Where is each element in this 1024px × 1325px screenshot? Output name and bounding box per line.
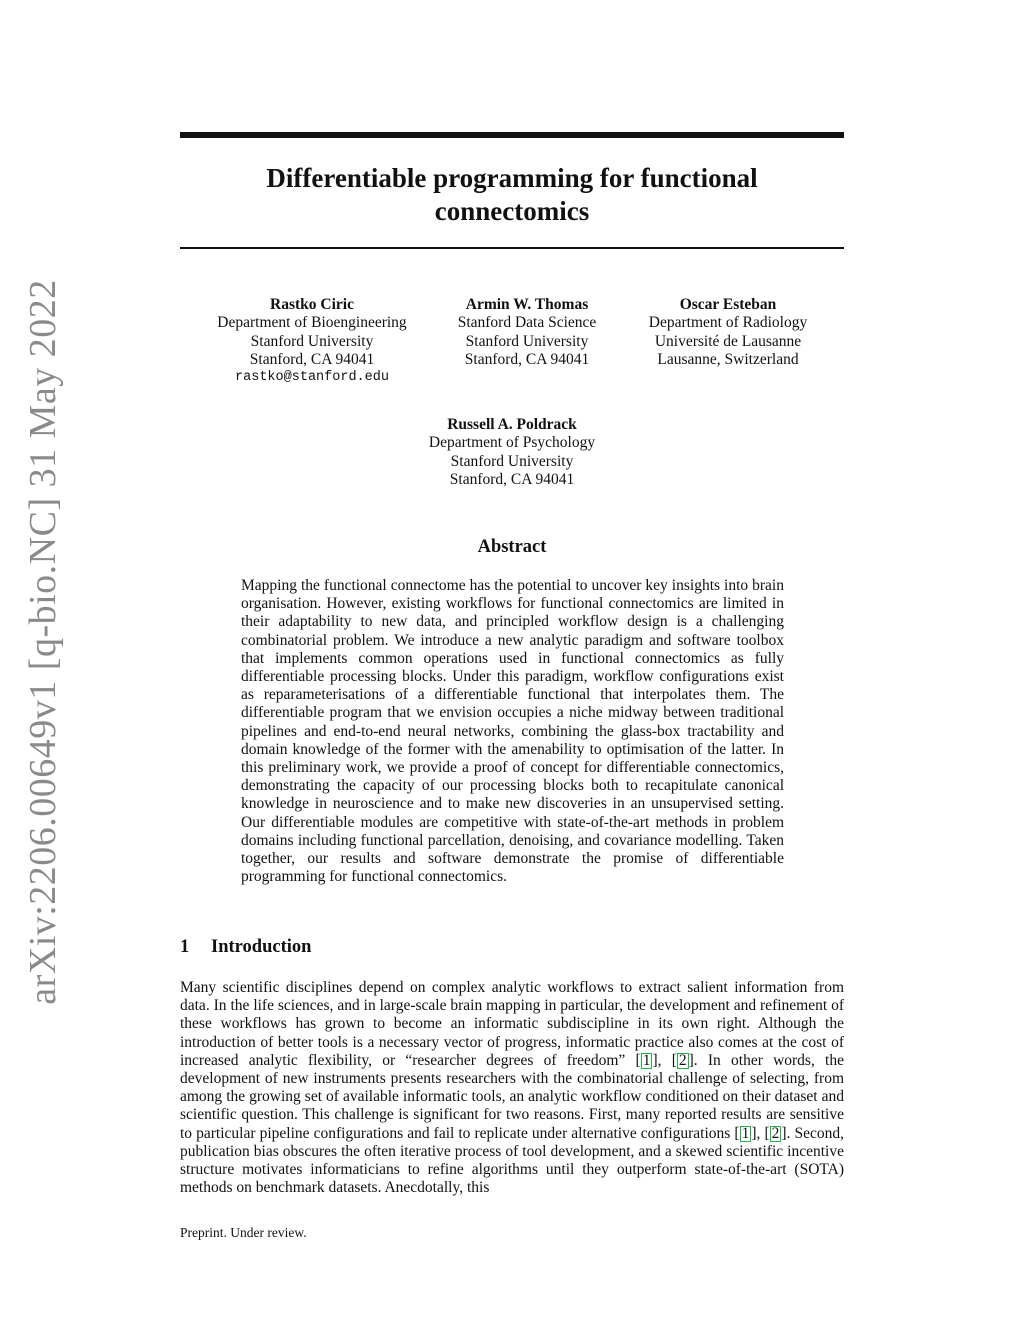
arxiv-identifier: arXiv:2206.00649v1 [q-bio.NC] 31 May 2022 [22,279,64,1005]
author-affiliation: Department of Bioengineering [217,314,407,332]
intro-text-part: . In other words, the development of new instruments presents researchers with the combinatorial challenge of selecting, from among the growing set of available informatic tools, an analytic workflow conditioned on their dataset and scientific question. This challenge is significant for two reasons. First, many reported results are sensitive to particular pipeline configurations and fail to replicate under alternative configurations [180,1051,844,1142]
citation-bracket-close: ] [688,1051,694,1069]
abstract-heading: Abstract [477,537,547,557]
section-heading [180,937,311,958]
intro-text-part: . Second, publication bias obscures the often iterative process of tool development, and a skewed scientific incentive structure motivates informaticians to refine algorithms until they outperform state-of-the-art (SOTA) methods on benchmark datasets. Anecdotally, this [180,1124,844,1197]
author-block [412,296,642,369]
title-top-rule [180,132,844,138]
page-footer: Preprint. Under review. [180,1225,307,1240]
author-affiliation: Stanford, CA 94041 [249,350,375,368]
citation-separator: , [657,1051,672,1069]
citation-link[interactable]: 2 [678,1051,687,1069]
citation-link[interactable]: 1 [741,1124,750,1142]
author-block [613,296,843,369]
author-affiliation: Department of Psychology [428,434,596,452]
abstract-text: Mapping the functional connectome has the potential to uncover key insights into brain organisation. However, existing workflows for functional connectomics are limited in their adaptability to new data, and principled workflow design is a challenging combinatorial problem. We introduce a new analytic paradigm and software toolbox that implements common operations used in functional connectomics as fully differentiable processing blocks. Under this paradigm, workflow configurations exist as reparameterisations of a differentiable functional that interpolates them. The differentiable program that we envision occupies a niche midway between traditional pipelines and end-to-end neural networks, combining the glass-box tractability and domain knowledge of the former with the amenability to optimisation of the latter. In this preliminary work, we provide a proof of concept for differentiable connectomics, demonstrating the capacity of our processing blocks both to recapitulate canonical knowledge in neuroscience and to make new discoveries in an unsupervised setting. Our differentiable modules are competitive with state-of-the-art methods in problem domains including functional parcellation, denoising, and covariance modelling. Taken together, our results and software demonstrate the promise of differentiable programming for functional connectomics. [241,577,784,886]
author-affiliation: Stanford University [465,332,589,350]
title-bottom-rule [180,247,844,249]
paper-title [180,162,844,228]
author-name: Russell A. Poldrack [447,416,577,433]
citation-link[interactable]: 2 [771,1124,780,1142]
introduction-text [180,979,844,1197]
citation-bracket-close: ] [751,1124,757,1142]
author-block [397,416,627,489]
title-line-2: connectomics [434,196,590,226]
section-number: 1 [180,937,190,957]
author-name: Armin W. Thomas [465,296,589,313]
author-affiliation: Stanford, CA 94041 [464,350,590,368]
author-block [197,296,427,387]
title-line-1: Differentiable programming for functional [266,163,758,193]
citation-bracket-open: [ [671,1051,677,1069]
citation-separator: , [756,1124,765,1142]
section-title: Introduction [211,937,312,957]
citation-bracket-open: [ [734,1124,740,1142]
citation-bracket-close: ] [652,1051,658,1069]
author-affiliation: Lausanne, Switzerland [657,350,799,368]
citation-link[interactable]: 1 [642,1051,651,1069]
author-name: Rastko Ciric [270,296,354,313]
author-affiliation: Stanford Data Science [457,314,597,332]
author-affiliation: Department of Radiology [648,314,808,332]
citation-bracket-close: ] [781,1124,787,1142]
citation-bracket-open: [ [764,1124,770,1142]
author-name: Oscar Esteban [679,296,777,313]
intro-text-part: Many scientific disciplines depend on complex analytic workflows to extract salient information from data. In the life sciences, and in large-scale brain mapping in particular, the development and refinement of these workflows has grown to become an informatic subdiscipline in its own right. Although the introduction of better tools is a necessary vector of progress, informatic practice also comes at the cost of increased analytic flexibility, or “researcher degrees of freedom” [180,979,844,1069]
author-affiliation: Stanford University [250,332,374,350]
author-email[interactable]: rastko@stanford.edu [235,370,389,386]
author-affiliation: Stanford University [450,452,574,470]
author-affiliation: Université de Lausanne [654,332,802,350]
citation-bracket-open: [ [635,1051,641,1069]
author-affiliation: Stanford, CA 94041 [449,470,575,488]
